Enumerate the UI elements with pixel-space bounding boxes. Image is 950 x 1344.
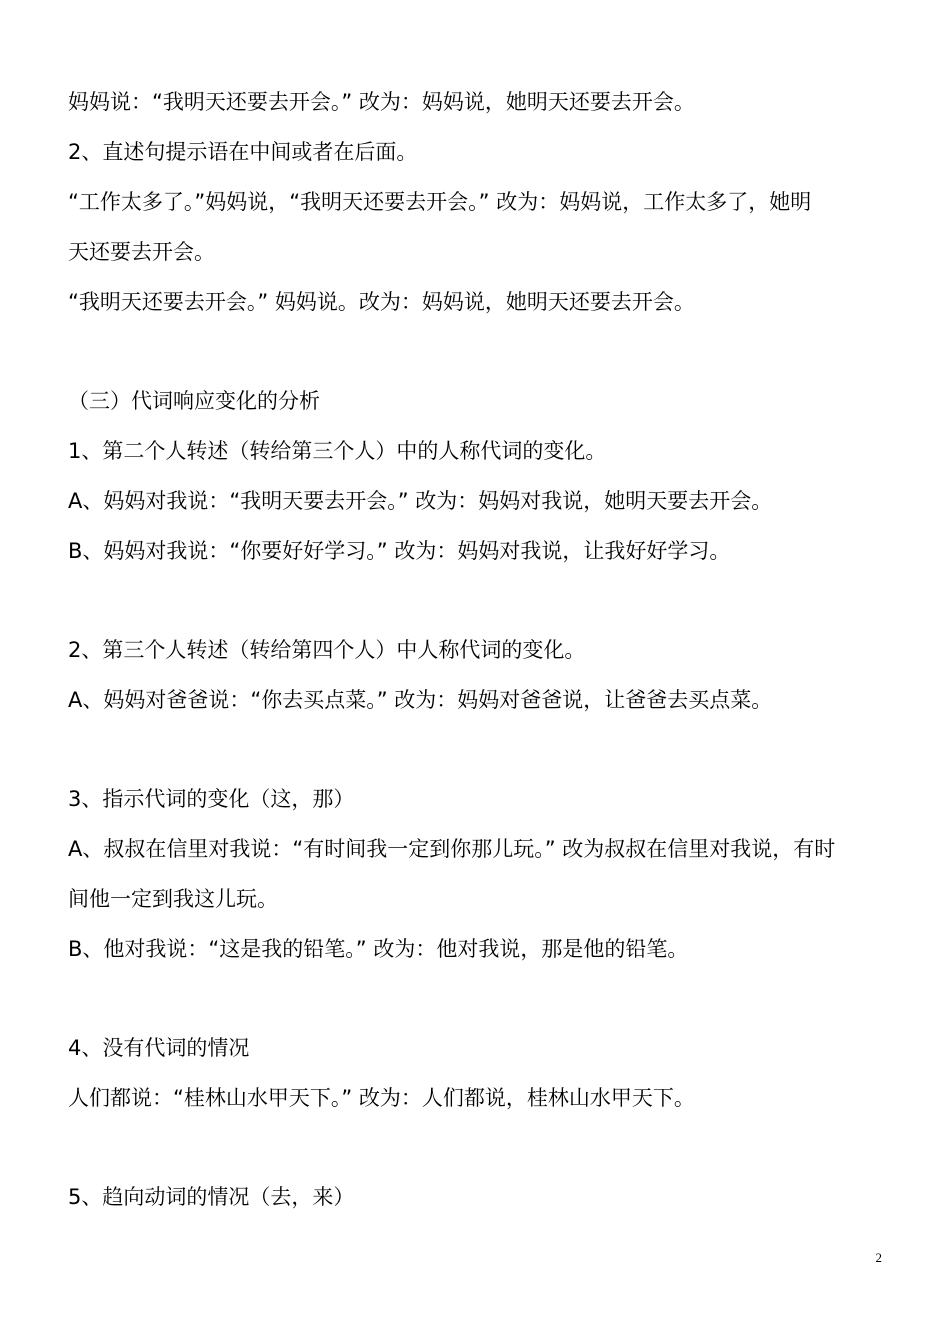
text-line: A、妈妈对我说：“我明天要去开会。” 改为：妈妈对我说，她明天要去开会。 [68, 489, 773, 513]
text-line: 2、第三个人转述（转给第四个人）中人称代词的变化。 [68, 638, 586, 662]
text-line: A、妈妈对爸爸说：“你去买点菜。” 改为：妈妈对爸爸说，让爸爸去买点菜。 [68, 688, 773, 712]
text-line: 人们都说：“桂林山水甲天下。” 改为：人们都说，桂林山水甲天下。 [68, 1086, 695, 1110]
text-line: 1、第二个人转述（转给第三个人）中的人称代词的变化。 [68, 439, 607, 463]
page-number: 2 [875, 1250, 882, 1265]
text-line: 妈妈说：“我明天还要去开会。” 改为：妈妈说，她明天还要去开会。 [68, 90, 695, 114]
text-line: 4、没有代词的情况 [68, 1036, 250, 1060]
text-line: “我明天还要去开会。” 妈妈说。改为：妈妈说，她明天还要去开会。 [68, 290, 695, 314]
text-line: 3、指示代词的变化（这，那） [68, 787, 355, 811]
text-line: 间他一定到我这儿玩。 [68, 887, 278, 911]
text-line: B、他对我说：“这是我的铅笔。” 改为：他对我说，那是他的铅笔。 [68, 937, 689, 961]
text-line: B、妈妈对我说：“你要好好学习。” 改为：妈妈对我说，让我好好学习。 [68, 539, 731, 563]
text-line: 天还要去开会。 [68, 240, 215, 264]
text-line: 5、趋向动词的情况（去，来） [68, 1185, 355, 1209]
text-line: A、叔叔在信里对我说：“有时间我一定到你那儿玩。” 改为叔叔在信里对我说，有时 [68, 837, 836, 861]
text-line: “工作太多了。”妈妈说，“我明天还要去开会。” 改为：妈妈说，工作太多了，她明 [68, 190, 812, 214]
text-line: 2、直述句提示语在中间或者在后面。 [68, 140, 418, 164]
section-heading: （三）代词响应变化的分析 [68, 389, 320, 413]
